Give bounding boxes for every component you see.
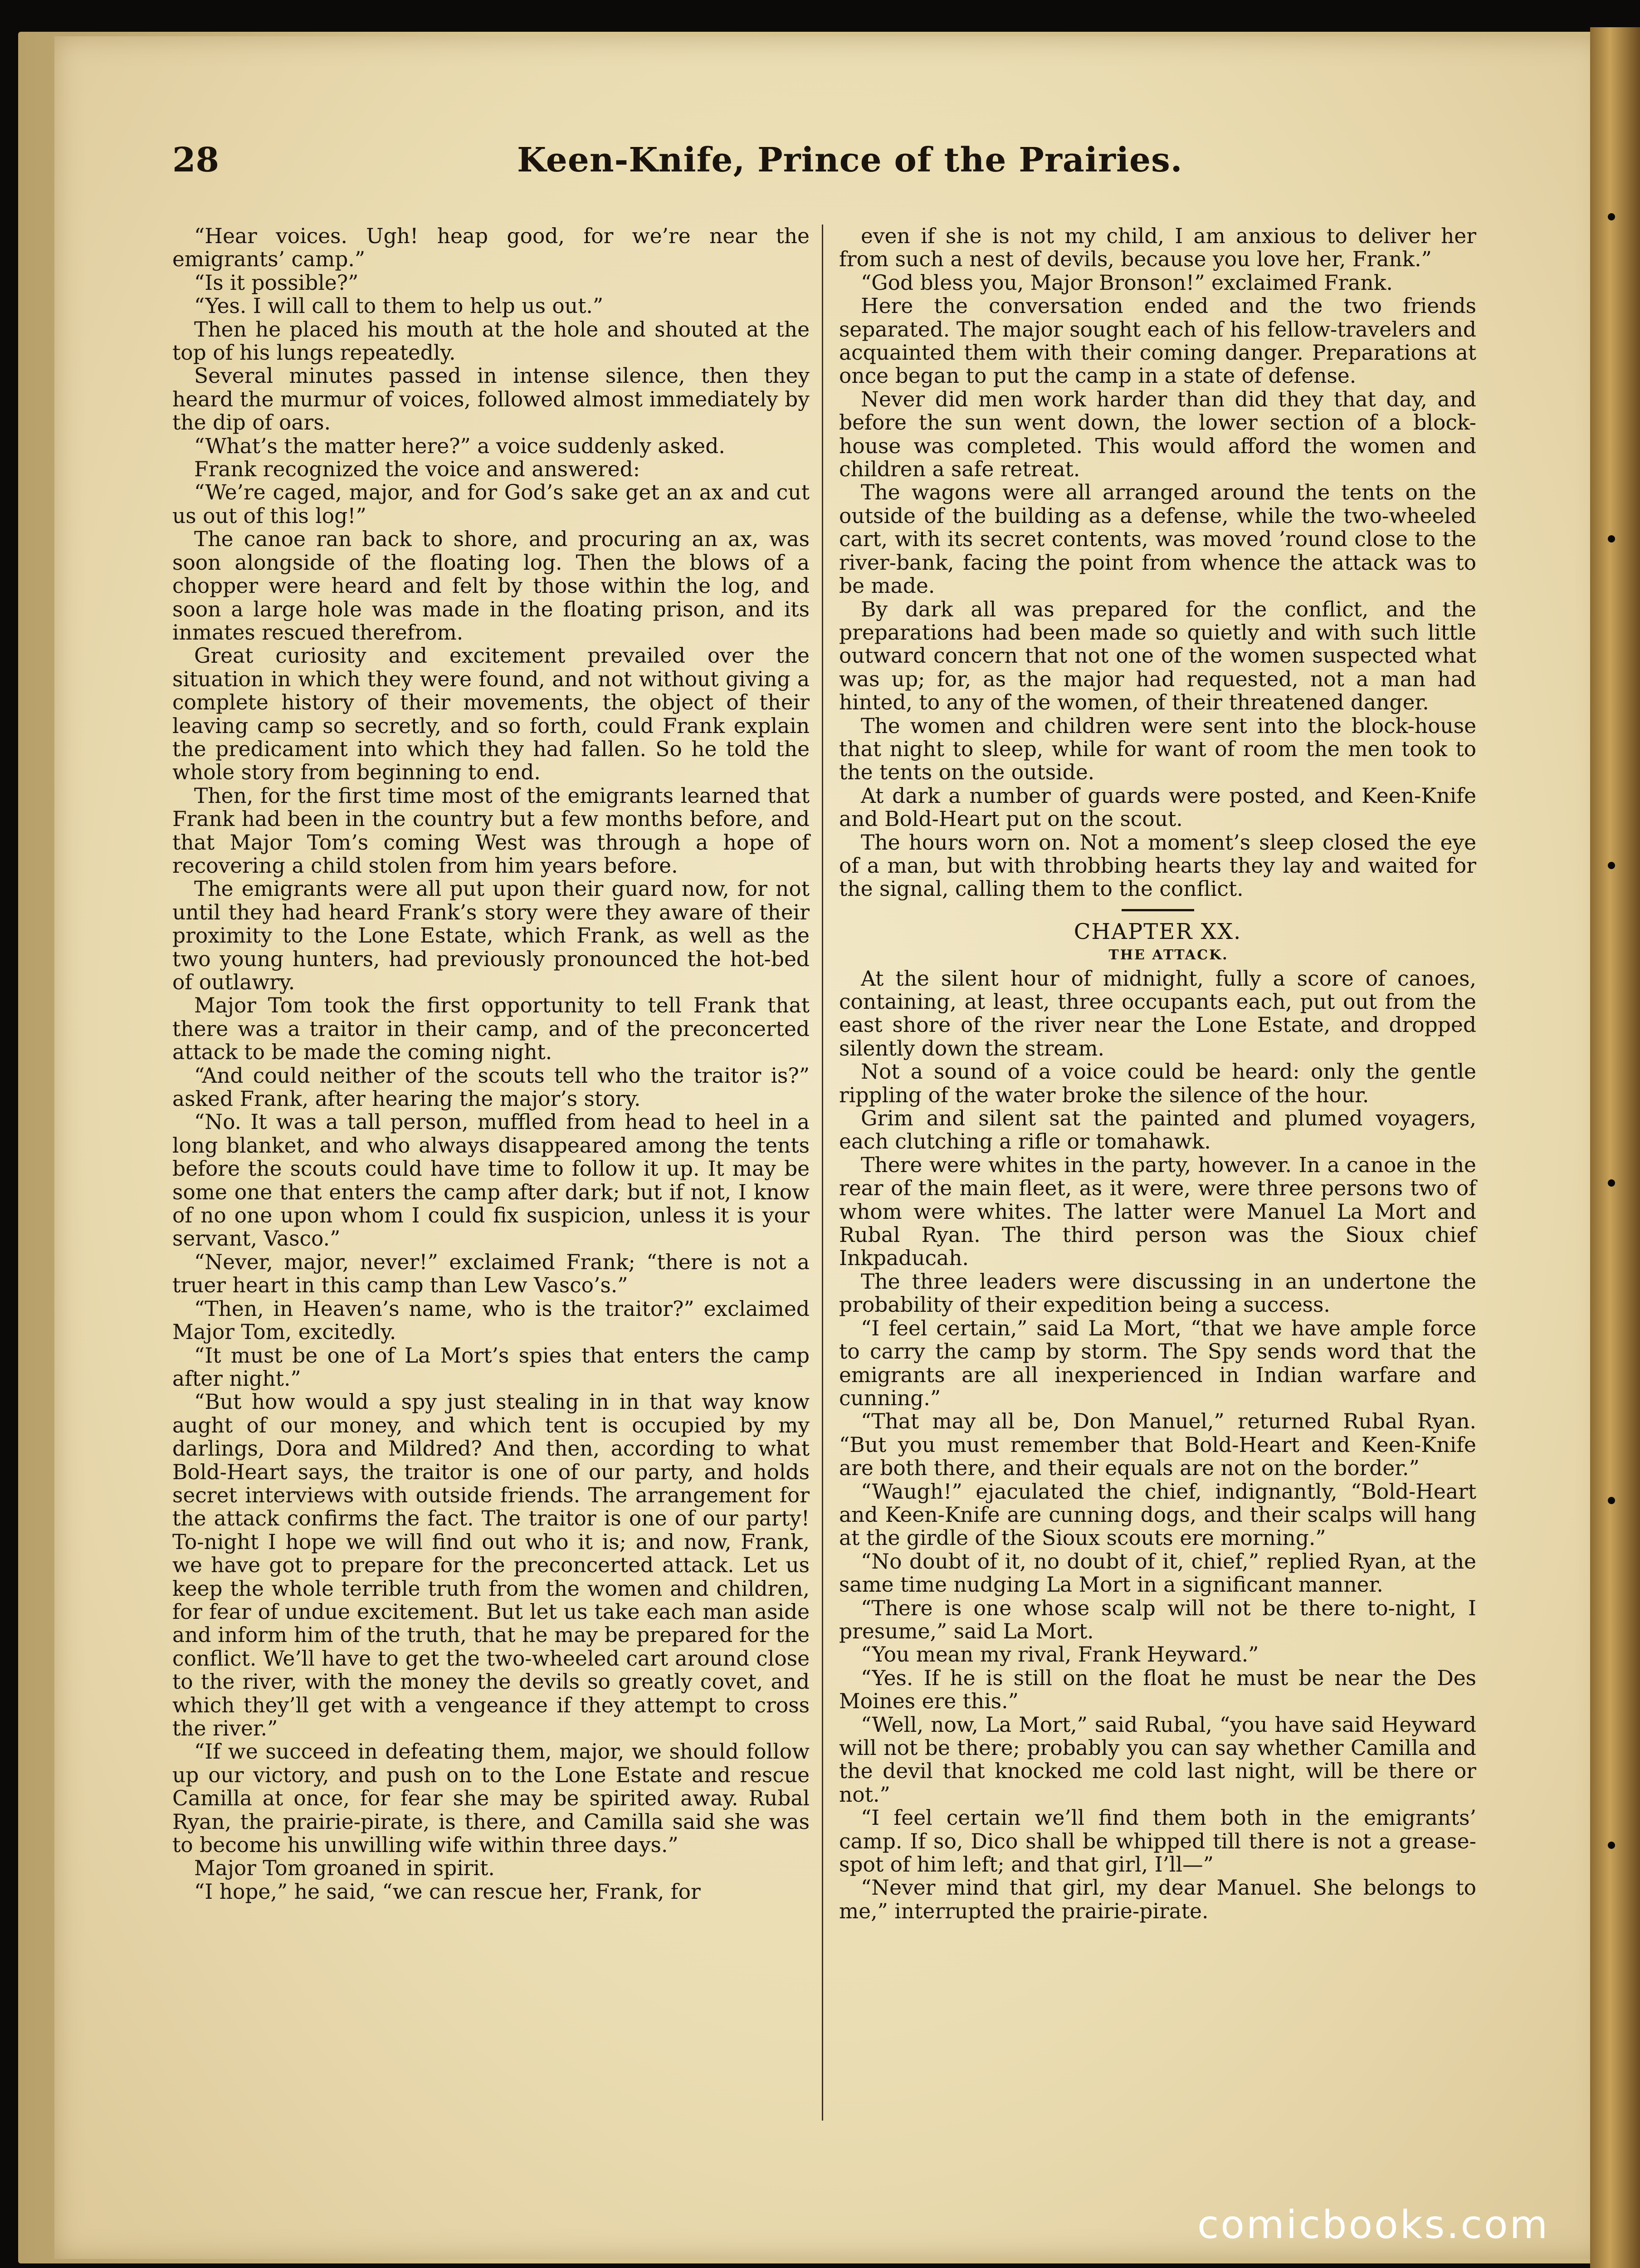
paragraph: “I feel certain,” said La Mort, “that we have ample force to carry the camp by storm. The Spy sends word that the emigrants are all inexperienced in Indian warfare and cunning.”	[839, 1316, 1476, 1410]
paragraph: “Well, now, La Mort,” said Rubal, “you have said Heyward will not be there; probably you can say whether Camilla and the devil that knocked me cold last night, will be there or not.”	[839, 1712, 1476, 1807]
paragraph: “It must be one of La Mort’s spies that enters the camp after night.”	[172, 1343, 810, 1391]
paragraph: “I feel certain we’ll find them both in the emigrants’ camp. If so, Dico shall be whipped till there is not a grease-spot of him left; and that girl, I’ll—”	[839, 1806, 1476, 1877]
paragraph: “If we succeed in defeating them, major, we should follow up our victory, and push on to the Lone Estate and rescue Camilla at once, for fear she may be spirited away. Rubal Ryan, the prairie-pirate, is there, and Camilla said she was to become his unwilling wife within three days.”	[172, 1740, 810, 1857]
paragraph: The canoe ran back to shore, and procuring an ax, was soon alongside of the floating log. Then the blows of a chopper were heard and felt by those within the log, and soon a large hole was made in the floating prison, and its inmates rescued therefrom.	[172, 527, 810, 645]
binding-hole	[1608, 535, 1615, 543]
paragraph: The hours worn on. Not a moment’s sleep closed the eye of a man, but with throbbing hearts they lay and waited for the signal, calling them to the conflict.	[839, 830, 1476, 901]
paragraph: “Is it possible?”	[194, 270, 359, 295]
paragraph: “Yes. I will call to them to help us out.”	[194, 294, 604, 318]
paragraph: “No. It was a tall person, muffled from head to heel in a long blanket, and who always disappeared among the tents before the scouts could have time to follow it up. It may be some one that enters the camp after dark; but if not, I know of no one upon whom I could fix suspicion, unless it is your servant, Vasco.”	[172, 1110, 810, 1251]
section-rule	[1122, 909, 1194, 911]
paragraph: There were whites in the party, however. In a canoe in the rear of the main fleet, as it were, were three persons two of whom were whites. The latter were Manuel La Mort and Rubal Ryan. The third person was the Sioux chief Inkpaducah.	[839, 1153, 1476, 1271]
column-divider	[822, 225, 823, 2121]
paragraph: “Never mind that girl, my dear Manuel. She belongs to me,” interrupted the prairie-pirate.	[839, 1876, 1476, 1923]
page-number: 28	[172, 141, 219, 180]
running-title: Keen-Knife, Prince of the Prairies.	[517, 141, 1183, 180]
paragraph: Frank recognized the voice and answered:	[194, 457, 640, 482]
paragraph: “You mean my rival, Frank Heyward.”	[861, 1642, 1259, 1667]
paragraph: “God bless you, Major Bronson!” exclaimed Frank.	[861, 270, 1393, 295]
paragraph: “Never, major, never!” exclaimed Frank; “there is not a truer heart in this camp than Lew Vasco’s.”	[172, 1250, 810, 1298]
paragraph: “That may all be, Don Manuel,” returned Rubal Ryan. “But you must remember that Bold-Heart and Keen-Knife are both there, and their equals are not on the border.”	[839, 1409, 1476, 1481]
paragraph: Great curiosity and excitement prevailed over the situation in which they were found, and not without giving a complete history of their movements, the object of their leaving camp so secretly, and so forth, could Frank explain the predicament into which they had fallen. So he told the whole story from beginning to end.	[172, 644, 810, 785]
paragraph: The three leaders were discussing in an undertone the probability of their expedition being a success.	[839, 1269, 1476, 1317]
paragraph: Major Tom took the first opportunity to tell Frank that there was a traitor in their camp, and of the preconcerted attack to be made the coming night.	[172, 993, 810, 1065]
paragraph: Major Tom groaned in spirit.	[194, 1856, 495, 1881]
binding-hole	[1608, 1842, 1615, 1849]
paragraph: “Then, in Heaven’s name, who is the traitor?” exclaimed Major Tom, excitedly.	[172, 1296, 810, 1344]
paragraph: At dark a number of guards were posted, and Keen-Knife and Bold-Heart put on the scout.	[839, 783, 1476, 831]
paragraph: The wagons were all arranged around the tents on the outside of the building as a defense, while the two-wheeled cart, with its secret contents, was moved ’round close to the river-bank, facing the point from whence the attack was to be made.	[839, 480, 1476, 598]
binding-hole	[1608, 862, 1615, 869]
watermark: comicbooks.com	[1197, 2202, 1550, 2248]
right-column	[839, 225, 1476, 1923]
binding-hole	[1608, 1497, 1615, 1504]
paragraph: The emigrants were all put upon their guard now, for not until they had heard Frank’s story were they aware of their proximity to the Lone Estate, which Frank, as well as the two young hunters, had previously pronounced the hot-bed of outlawry.	[172, 877, 810, 994]
paragraph: Here the conversation ended and the two friends separated. The major sought each of his fellow-travelers and acquainted them with their coming danger. Preparations at once began to put the camp in a state of defense.	[839, 294, 1476, 388]
paragraph: By dark all was prepared for the conflict, and the preparations had been made so quietly and with such little outward concern that not one of the women suspected what was up; for, as the major had requested, not a man had hinted, to any of the women, of their threatened danger.	[839, 597, 1476, 715]
paragraph: Several minutes passed in intense silence, then they heard the murmur of voices, followed almost immediately by the dip of oars.	[172, 364, 810, 435]
paragraph: “Yes. If he is still on the float he must be near the Des Moines ere this.”	[839, 1666, 1476, 1714]
paragraph: “Waugh!” ejaculated the chief, indignantly, “Bold-Heart and Keen-Knife are cunning dogs, and their scalps will hang at the girdle of the Sioux scouts ere morning.”	[839, 1479, 1476, 1550]
chapter-subtitle: THE ATTACK.	[1108, 947, 1229, 963]
paragraph: Then he placed his mouth at the hole and shouted at the top of his lungs repeatedly.	[172, 317, 810, 365]
paragraph: “Hear voices. Ugh! heap good, for we’re near the emigrants’ camp.”	[172, 224, 810, 272]
paragraph: “There is one whose scalp will not be there to-night, I presume,” said La Mort.	[839, 1596, 1476, 1643]
binding-hole	[1608, 1179, 1615, 1187]
paragraph: “I hope,” he said, “we can rescue her, Frank, for	[194, 1879, 701, 1904]
paragraph: “But how would a spy just stealing in in that way know aught of our money, and which tent is occupied by my darlings, Dora and Mildred? And then, according to what Bold-Heart says, the traitor is one of our party, and holds secret interviews with outside friends. The arrangement for the attack confirms the fact. The traitor is one of our party! To-night I hope we will find out who it is; and now, Frank, we have got to prepare for the preconcerted attack. Let us keep the whole terrible truth from the women and children, for fear of undue excitement. But let us take each man aside and inform him of the truth, that he may be prepared for the conflict. We’ll have to get the two-wheeled cart around close to the river, with the money the devils so greatly covet, and which they’ll get with a vengeance if they attempt to cross the river.”	[172, 1390, 810, 1740]
paragraph: Never did men work harder than did they that day, and before the sun went down, the lower section of a block-house was completed. This would afford the women and children a safe retreat.	[839, 387, 1476, 482]
paragraph: At the silent hour of midnight, fully a score of canoes, containing, at least, three occupants each, put out from the east shore of the river near the Lone Estate, and dropped silently down the stream.	[839, 966, 1476, 1061]
paragraph: “We’re caged, major, and for God’s sake get an ax and cut us out of this log!”	[172, 480, 810, 528]
book-binding	[1590, 27, 1640, 2268]
paragraph: The women and children were sent into the block-house that night to sleep, while for want of room the men took to the tents on the outside.	[839, 714, 1476, 785]
paragraph: even if she is not my child, I am anxious to deliver her from such a nest of devils, because you love her, Frank.”	[839, 224, 1476, 272]
paragraph: “What’s the matter here?” a voice suddenly asked.	[194, 434, 725, 458]
chapter-title: CHAPTER XX.	[1074, 919, 1242, 944]
paragraph: Then, for the first time most of the emigrants learned that Frank had been in the country but a few months before, and that Major Tom’s coming West was through a hope of recovering a child stolen from him years before.	[172, 783, 810, 878]
paragraph: Grim and silent sat the painted and plumed voyagers, each clutching a rifle or tomahawk.	[839, 1106, 1476, 1154]
binding-hole	[1608, 213, 1615, 220]
paragraph: “No doubt of it, no doubt of it, chief,” replied Ryan, at the same time nudging La Mort in a significant manner.	[839, 1549, 1476, 1597]
left-column	[172, 225, 810, 1903]
page-header	[172, 136, 1284, 191]
paragraph: Not a sound of a voice could be heard: only the gentle rippling of the water broke the silence of the hour.	[839, 1060, 1476, 1107]
paragraph: “And could neither of the scouts tell who the traitor is?” asked Frank, after hearing the major’s story.	[172, 1063, 810, 1111]
